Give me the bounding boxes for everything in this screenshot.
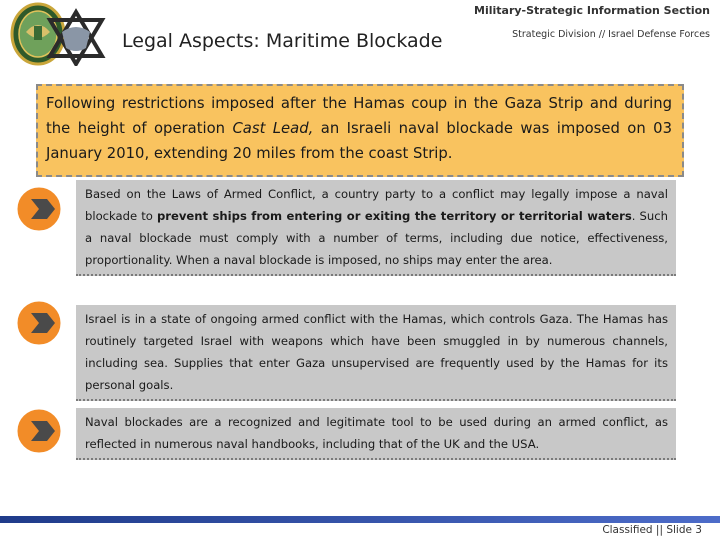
item-text: Israel is in a state of ongoing armed conflict with the Hamas, which controls Gaza. The Hamas has routinely targeted Israel with weapons which have been smuggled in by numerous channels, including sea. Supplies that enter Gaza unsupervised are frequently used by the Hamas for its personal goals. [85,312,668,392]
orange-circle-chevron-icon [13,183,65,235]
orange-circle-chevron-icon [13,297,65,349]
item-text-before: Based on the Laws of Armed Conflict, a country party to a conflict may legally impose a naval blockade to [85,187,668,223]
intro-text-before: Following restrictions imposed after the Hamas coup in the Gaza Strip and during the height of operation [46,95,672,137]
section-label: Military-Strategic Information Section [474,4,710,17]
slide-footer: Classified || Slide 3 [602,524,702,536]
page-title: Legal Aspects: Maritime Blockade [122,30,443,52]
item-text-after: . Such a naval blockade must comply with a number of terms, including due notice, effectiveness, proportionality. When a naval blockade is imposed, no ships may enter the area. [85,209,668,267]
list-item [76,408,676,460]
item-bold-text: prevent ships from entering or exiting the territory or territorial waters [156,209,632,223]
list-item [76,180,676,276]
division-label: Strategic Division // Israel Defense Forces [512,29,710,40]
list-item [76,305,676,401]
footer-bar [0,516,720,523]
idf-emblem-logo [6,2,118,66]
item-text: Naval blockades are a recognized and legitimate tool to be used during an armed conflict, as reflected in numerous naval handbooks, including that of the UK and the USA. [85,415,668,451]
intro-box [36,84,684,177]
intro-italic: Cast Lead, [232,120,314,137]
intro-text-after: an Israeli naval blockade was imposed on 03 January 2010, extending 20 miles from the coast Strip. [46,120,672,162]
orange-circle-chevron-icon [13,405,65,457]
